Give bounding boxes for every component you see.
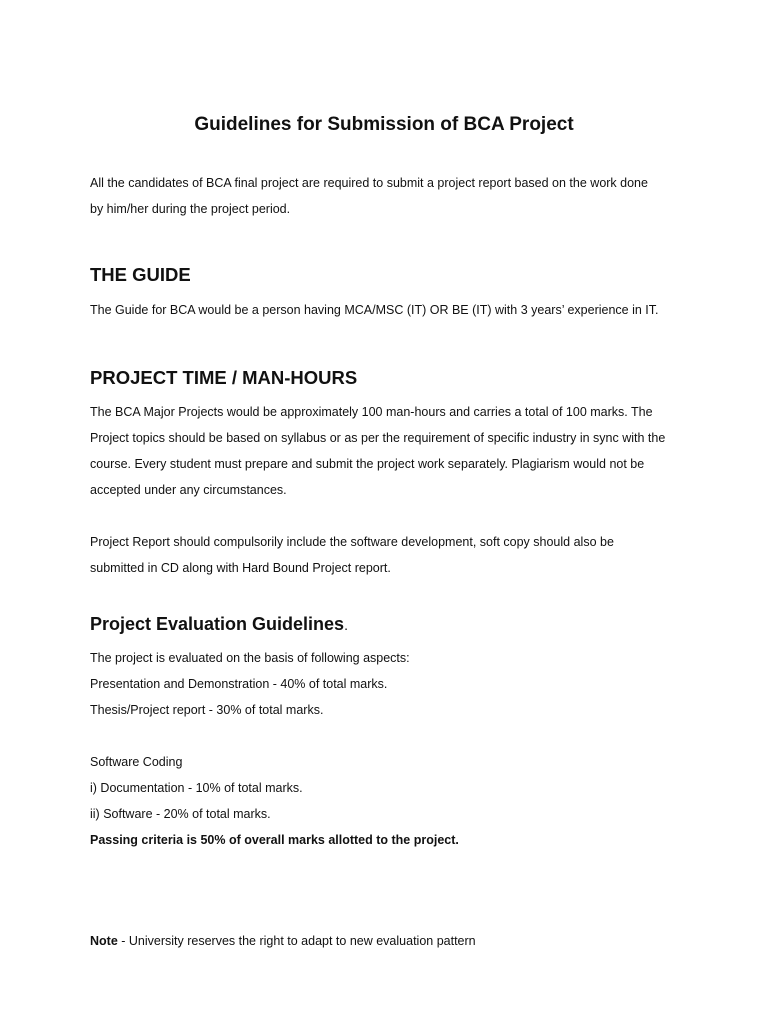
project-report-line-2: submitted in CD along with Hard Bound Project report. xyxy=(90,561,391,575)
evaluation-line-3: Thesis/Project report - 30% of total marks. xyxy=(90,703,324,717)
evaluation-heading-text: Project Evaluation Guidelines xyxy=(90,614,345,634)
evaluation-heading xyxy=(90,612,348,637)
document-title: Guidelines for Submission of BCA Project xyxy=(194,114,574,135)
project-time-paragraph-1 xyxy=(90,399,690,503)
note-paragraph xyxy=(90,928,690,954)
intro-line-1: All the candidates of BCA final project are required to submit a project report based on the work done xyxy=(90,176,648,190)
project-report-line-1: Project Report should compulsorily include the software development, soft copy should also be xyxy=(90,535,614,549)
software-coding-title: Software Coding xyxy=(90,755,183,769)
project-time-line-3: course. Every student must prepare and submit the project work separately. Plagiarism would not be xyxy=(90,457,645,471)
project-time-paragraph-2 xyxy=(90,529,690,581)
guide-text: The Guide for BCA would be a person having MCA/MSC (IT) OR BE (IT) with 3 years’ experience in IT. xyxy=(90,303,659,317)
note-text: - University reserves the right to adapt to new evaluation pattern xyxy=(117,934,476,948)
evaluation-line-2: Presentation and Demonstration - 40% of total marks. xyxy=(90,677,388,691)
documentation-line: i) Documentation - 10% of total marks. xyxy=(90,781,303,795)
note-line xyxy=(90,928,690,954)
project-time-heading: PROJECT TIME / MAN-HOURS xyxy=(90,367,358,388)
project-time-line-4: accepted under any circumstances. xyxy=(90,483,287,497)
project-time-line-2: Project topics should be based on syllabus or as per the requirement of specific industry in sync with the xyxy=(90,431,666,445)
evaluation-heading-suffix: . xyxy=(344,617,348,633)
guide-paragraph xyxy=(90,297,690,323)
guide-heading: THE GUIDE xyxy=(90,264,191,285)
intro-line-2: by him/her during the project period. xyxy=(90,202,291,216)
note-label: Note xyxy=(90,934,118,948)
evaluation-line-1: The project is evaluated on the basis of following aspects: xyxy=(90,651,410,665)
software-line: ii) Software - 20% of total marks. xyxy=(90,807,271,821)
software-coding-section xyxy=(90,749,690,853)
evaluation-aspects xyxy=(90,645,690,723)
project-time-line-1: The BCA Major Projects would be approximately 100 man-hours and carries a total of 100 marks. The xyxy=(90,405,653,419)
passing-criteria: Passing criteria is 50% of overall marks allotted to the project. xyxy=(90,833,459,847)
intro-paragraph xyxy=(90,170,690,222)
